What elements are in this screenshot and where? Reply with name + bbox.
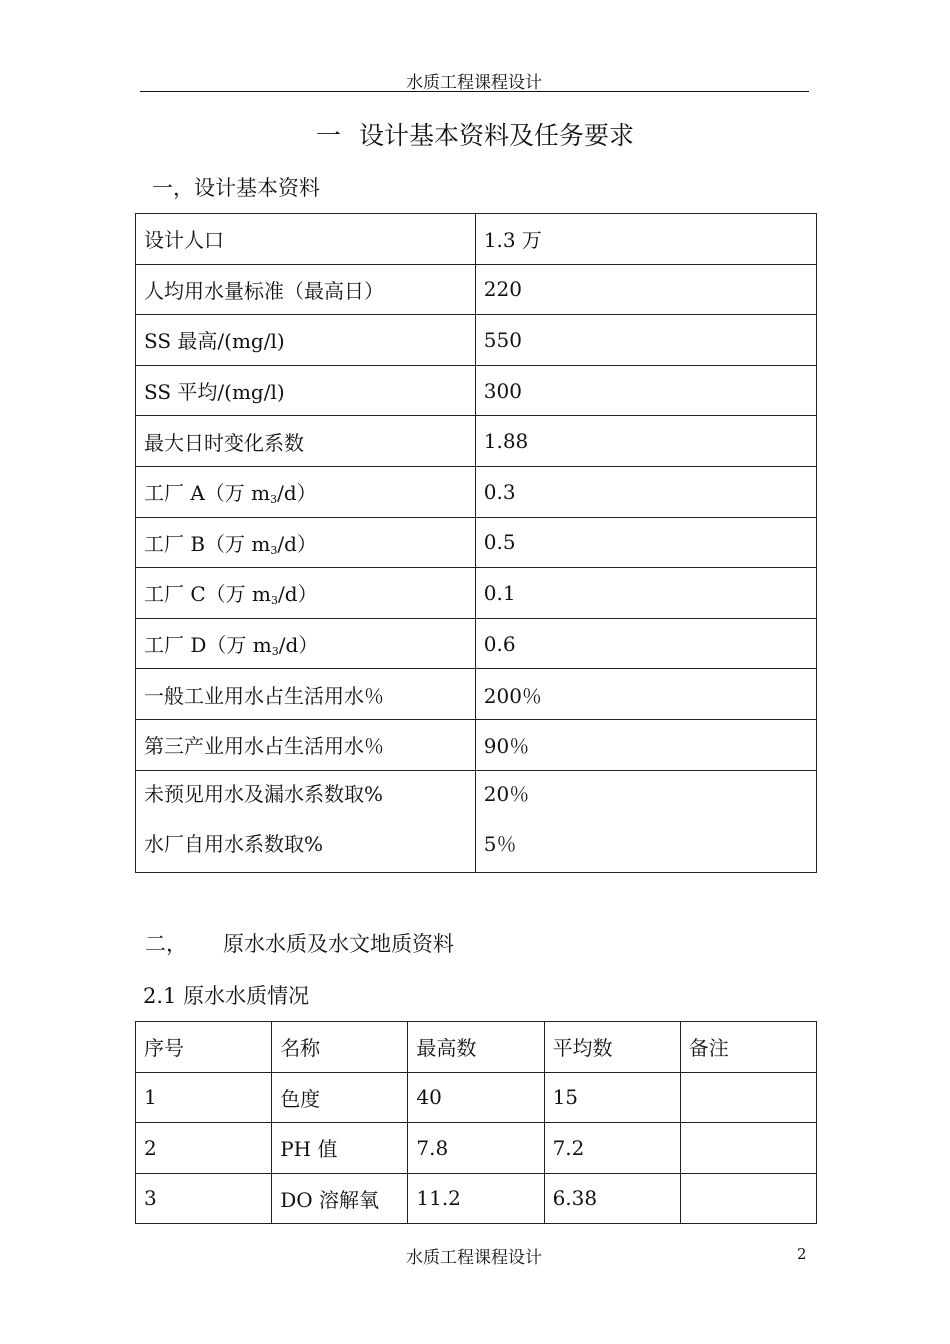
label-text: 工厂 A（万 m [144,481,271,506]
row-value: 0.6 [475,618,816,669]
title-number: 一 [315,121,341,150]
table-row [136,618,817,669]
row-label [136,568,476,619]
section-heading-text: 原水水质及水文地质资料 [223,932,454,956]
column-header: 平均数 [544,1022,680,1073]
row-label [136,770,476,872]
table-cell [680,1072,816,1123]
table-cell: 6.38 [544,1173,680,1224]
row-label [136,618,476,669]
table-cell: 2 [136,1123,272,1174]
row-label: 设计人口 [136,214,476,265]
page-footer: 水质工程课程设计 [406,1248,542,1268]
row-value: 220 [475,264,816,315]
label-subscript: 3 [270,594,278,608]
row-label: SS 最高/(mg/l) [136,315,476,366]
row-value-line: 20％ [483,781,530,806]
row-value-line: 5％ [483,831,517,856]
label-subscript: 3 [271,645,279,659]
label-text: /d） [277,481,317,506]
row-label: 人均用水量标准（最高日） [136,264,476,315]
label-subscript: 3 [270,493,278,507]
table-row [136,770,817,872]
row-value: 1.88 [475,416,816,467]
row-label: SS 平均/(mg/l) [136,365,476,416]
table-cell: 3 [136,1173,272,1224]
title-text: 设计基本资料及任务要求 [359,121,635,150]
page-number: 2 [797,1245,807,1263]
table-row [136,1123,817,1174]
table-row [136,1173,817,1224]
table-row [136,315,817,366]
row-label: 第三产业用水占生活用水％ [136,719,476,770]
basic-data-table [135,213,817,873]
table-cell: 40 [408,1072,544,1123]
table-cell: 1 [136,1072,272,1123]
table-cell: 15 [544,1072,680,1123]
table-cell: DO 溶解氧 [272,1173,408,1224]
section-heading-raw-water [145,928,454,958]
row-value: 0.5 [475,517,816,568]
column-header: 最高数 [408,1022,544,1073]
table-cell [680,1173,816,1224]
label-text: /d） [278,633,319,658]
row-value: 1.3 万 [475,214,816,265]
table-header-row [136,1022,817,1073]
row-value: 0.1 [475,568,816,619]
table-cell: PH 值 [272,1123,408,1174]
label-text: 工厂 B（万 m [144,531,271,556]
table-row [136,466,817,517]
table-row [136,264,817,315]
table-row [136,1072,817,1123]
row-label-line: 未预见用水及漏水系数取% [144,781,384,806]
row-label: 最大日时变化系数 [136,416,476,467]
table-row [136,517,817,568]
subsection-heading-water-quality: 2.1 原水水质情况 [143,984,310,1008]
column-header: 序号 [136,1022,272,1073]
row-label: 一般工业用水占生活用水％ [136,669,476,720]
header-rule [140,91,809,92]
row-value: 200％ [475,669,816,720]
table-row [136,416,817,467]
column-header: 备注 [680,1022,816,1073]
column-header: 名称 [272,1022,408,1073]
page-header: 水质工程课程设计 [406,73,542,93]
row-value: 550 [475,315,816,366]
label-text: /d） [277,531,317,556]
table-cell [680,1123,816,1174]
section-number: 二， [145,932,187,956]
table-cell: 7.2 [544,1123,680,1174]
table-cell: 11.2 [408,1173,544,1224]
table-row [136,669,817,720]
label-text: /d） [277,582,318,607]
table-row [136,719,817,770]
table-row [136,365,817,416]
row-value [475,770,816,872]
document-title [0,116,950,152]
row-value: 90％ [475,719,816,770]
row-value: 300 [475,365,816,416]
row-label [136,517,476,568]
table-cell: 7.8 [408,1123,544,1174]
label-subscript: 3 [270,543,278,557]
row-value: 0.3 [475,466,816,517]
table-cell: 色度 [272,1072,408,1123]
row-label [136,466,476,517]
row-label-line: 水厂自用水系数取% [144,831,324,856]
label-text: 工厂 C（万 m [144,582,271,607]
table-row [136,568,817,619]
section-heading-basic-data: 一，设计基本资料 [152,176,320,200]
water-quality-table [135,1021,817,1224]
label-text: 工厂 D（万 m [144,633,272,658]
table-row [136,214,817,265]
